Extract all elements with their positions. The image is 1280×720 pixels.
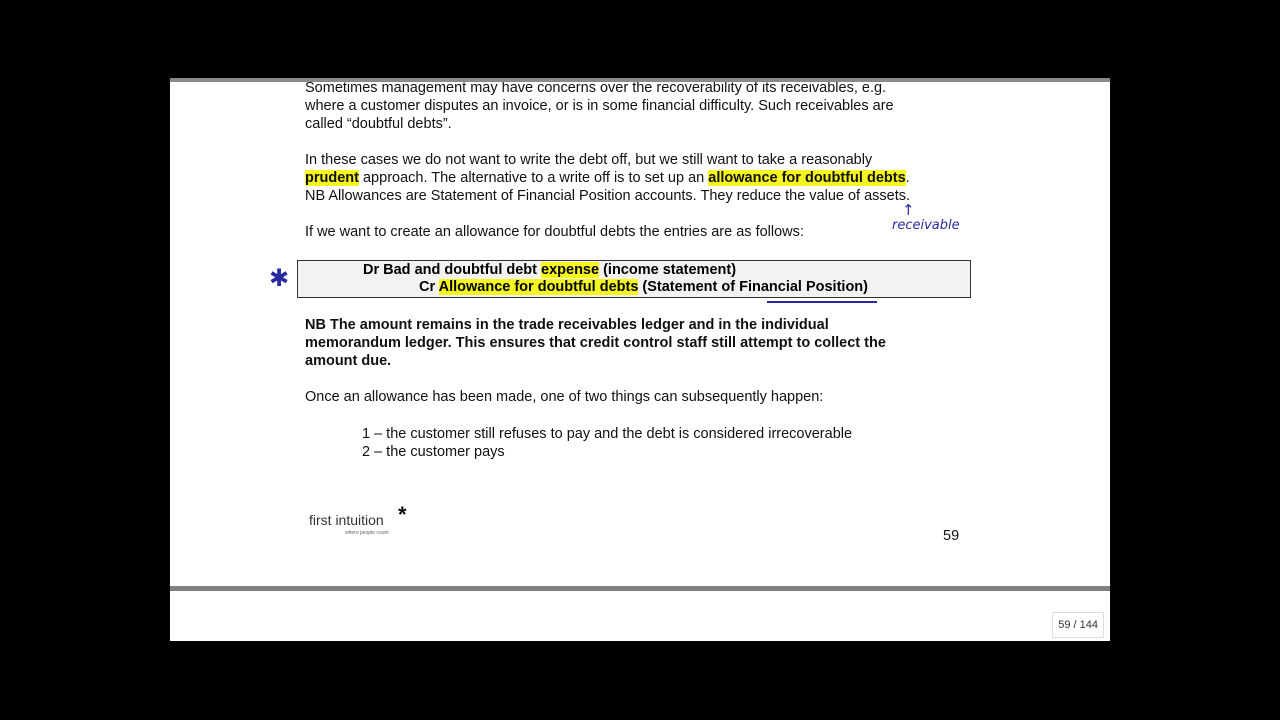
paragraph-line: In these cases we do not want to write the debt off, but we still want to take a reasonably bbox=[305, 152, 873, 168]
text: . bbox=[905, 170, 910, 186]
nb-line: NB The amount remains in the trade receivables ledger and in the individual bbox=[305, 317, 829, 333]
journal-entry-box bbox=[297, 260, 971, 298]
paragraph-line: Once an allowance has been made, one of two things can subsequently happen: bbox=[305, 389, 824, 405]
text: (income statement) bbox=[599, 262, 737, 278]
page-counter: 59 / 144 bbox=[1052, 612, 1104, 638]
credit-entry bbox=[419, 279, 868, 295]
paragraph-line: Sometimes management may have concerns over the recoverability of its receivables, e.g. bbox=[305, 82, 887, 96]
first-intuition-logo: first intuition bbox=[309, 512, 384, 528]
text: Dr Bad and doubtful debt bbox=[363, 262, 542, 278]
paragraph-line bbox=[305, 169, 910, 187]
logo-tagline: where people count bbox=[345, 530, 389, 536]
page-number: 59 bbox=[943, 528, 960, 544]
text: (Statement of Financial Position) bbox=[638, 279, 868, 295]
document-viewer[interactable] bbox=[170, 78, 1110, 641]
handwritten-note: receivable bbox=[892, 218, 960, 233]
highlight-prudent: prudent bbox=[305, 170, 359, 186]
highlight-expense: expense bbox=[541, 262, 600, 278]
paragraph-line: NB Allowances are Statement of Financial Position accounts. They reduce the value of assets. bbox=[305, 188, 911, 204]
page-separator bbox=[170, 586, 1110, 591]
handwritten-star-icon: ✱ bbox=[269, 264, 290, 292]
logo-star-icon: * bbox=[398, 502, 407, 527]
highlight-allowance: Allowance for doubtful debts bbox=[438, 279, 639, 295]
document-page bbox=[170, 82, 1110, 586]
list-item: 1 – the customer still refuses to pay and the debt is considered irrecoverable bbox=[362, 426, 853, 442]
text: Cr bbox=[419, 279, 439, 295]
handwritten-underline bbox=[767, 301, 877, 303]
nb-line: memorandum ledger. This ensures that credit control staff still attempt to collect the bbox=[305, 335, 886, 351]
debit-entry bbox=[363, 262, 736, 278]
list-item: 2 – the customer pays bbox=[362, 444, 505, 460]
text: approach. The alternative to a write off is to set up an bbox=[358, 170, 709, 186]
nb-line: amount due. bbox=[305, 353, 392, 369]
highlight-allowance: allowance for doubtful debts bbox=[708, 170, 906, 186]
paragraph-line: where a customer disputes an invoice, or is in some financial difficulty. Such receivables are bbox=[305, 98, 894, 114]
paragraph-line: called “doubtful debts”. bbox=[305, 116, 452, 132]
handwritten-arrow-icon: ↑ bbox=[902, 201, 915, 219]
paragraph-line: If we want to create an allowance for doubtful debts the entries are as follows: bbox=[305, 224, 804, 240]
